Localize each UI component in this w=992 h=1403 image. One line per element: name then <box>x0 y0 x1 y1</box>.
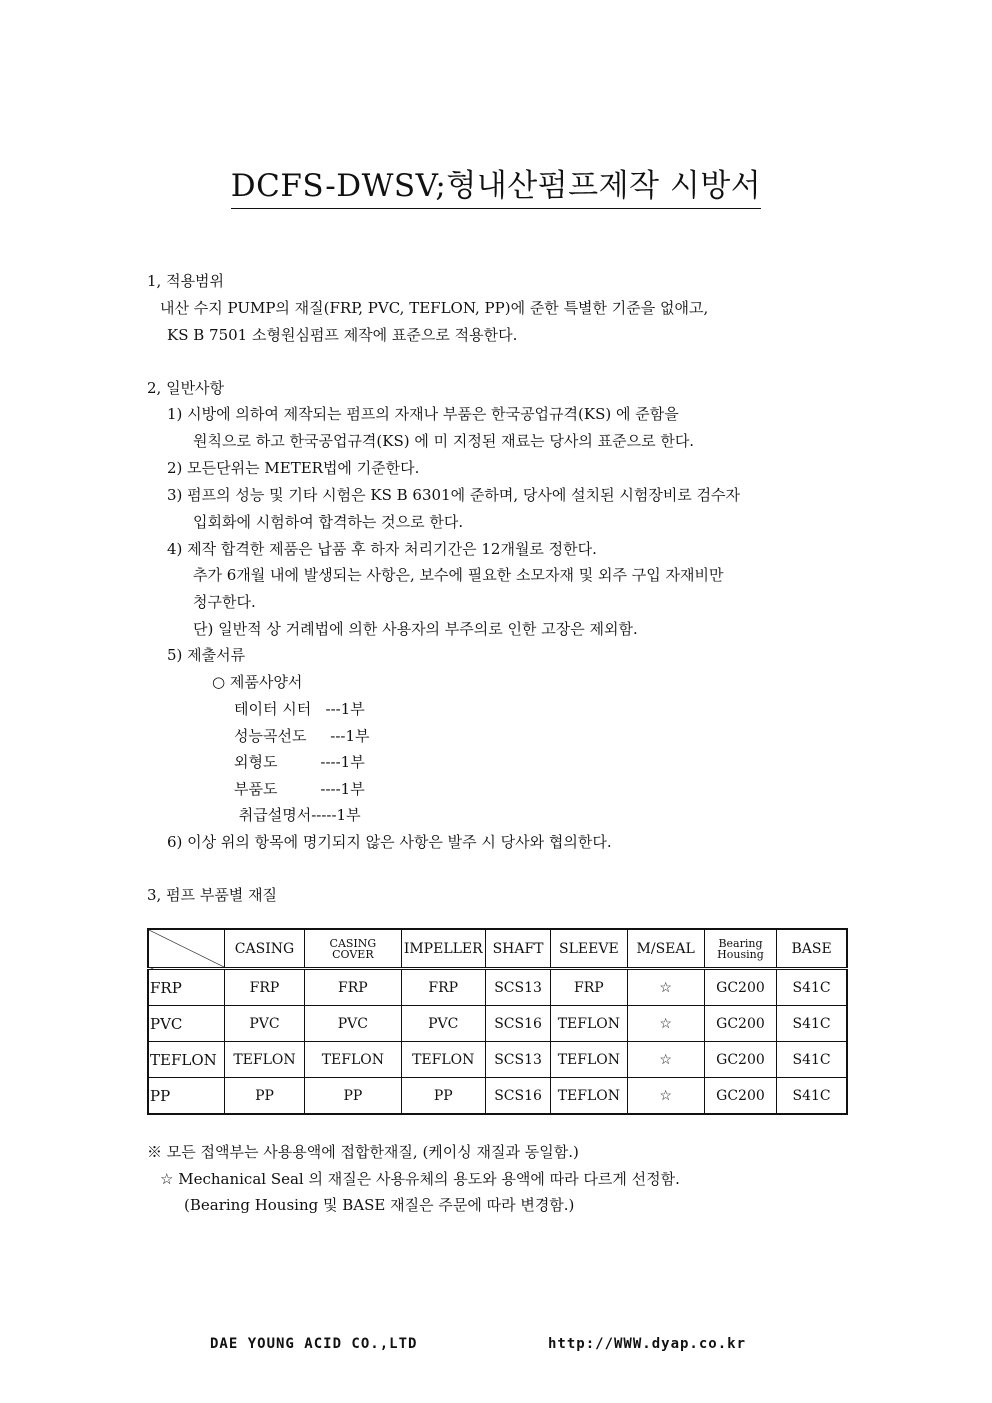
table-cell: TEFLON <box>551 1042 627 1078</box>
header-base: BASE <box>777 929 847 969</box>
materials-table <box>147 928 848 1115</box>
table-row <box>148 1042 847 1078</box>
table-cell: TEFLON <box>401 1042 485 1078</box>
footer-company: DAE YOUNG ACID CO.,LTD <box>210 1336 418 1352</box>
table-cell: SCS16 <box>485 1078 550 1115</box>
table-cell: PVC <box>224 1006 304 1042</box>
table-cell: GC200 <box>704 1042 776 1078</box>
table-cell: TEFLON <box>305 1042 401 1078</box>
header-impeller: IMPELLER <box>401 929 485 969</box>
table-cell: S41C <box>777 1078 847 1115</box>
note-3: (Bearing Housing 및 BASE 재질은 주문에 따라 변경함.) <box>184 1196 575 1214</box>
submittal-doc: 취급설명서-----1부 <box>234 806 361 824</box>
table-cell: TEFLON <box>551 1078 627 1115</box>
table-cell: FRP <box>224 969 304 1006</box>
row-header: PVC <box>148 1006 224 1042</box>
table-row <box>148 1006 847 1042</box>
corner-cell <box>148 929 224 969</box>
item-5: 5) 제출서류 <box>167 646 246 664</box>
table-row <box>148 1078 847 1115</box>
submittal-doc: 부품도 ----1부 <box>234 780 365 798</box>
table-cell: GC200 <box>704 1078 776 1115</box>
item-4-line-4: 단) 일반적 상 거례법에 의한 사용자의 부주의로 인한 고장은 제외함. <box>193 620 638 638</box>
header-sleeve: SLEEVE <box>551 929 627 969</box>
item-1-line-1: 1) 시방에 의하여 제작되는 펌프의 자재나 부품은 한국공업규격(KS) 에 준함을 <box>167 405 679 423</box>
row-header: FRP <box>148 969 224 1006</box>
row-header: PP <box>148 1078 224 1115</box>
header-casing-cover: CASING COVER <box>305 929 401 969</box>
table-cell: FRP <box>551 969 627 1006</box>
table-cell: GC200 <box>704 969 776 1006</box>
table-cell: GC200 <box>704 1006 776 1042</box>
submittal-doc: 성능곡선도 ---1부 <box>234 727 370 745</box>
table-cell: PVC <box>401 1006 485 1042</box>
table-cell: FRP <box>305 969 401 1006</box>
item-4-line-2: 추가 6개월 내에 발생되는 사항은, 보수에 필요한 소모자재 및 외주 구입 자재비만 <box>193 566 724 584</box>
table-cell: SCS13 <box>485 1042 550 1078</box>
header-bearing-housing: Bearing Housing <box>704 929 776 969</box>
item-4-line-3: 청구한다. <box>193 593 256 611</box>
table-cell: PVC <box>305 1006 401 1042</box>
note-1: ※ 모든 접액부는 사용용액에 접합한재질, (케이싱 재질과 동일함.) <box>147 1143 579 1161</box>
table-cell: SCS13 <box>485 969 550 1006</box>
section-1-heading: 1, 적용범위 <box>147 272 225 290</box>
table-cell: PP <box>224 1078 304 1115</box>
star-icon: ☆ <box>627 1042 704 1078</box>
note-2: ☆ Mechanical Seal 의 재질은 사용유체의 용도와 용액에 따라 다르게 선정함. <box>160 1170 680 1188</box>
item-4-line-1: 4) 제작 합격한 제품은 납품 후 하자 처리기간은 12개월로 정한다. <box>167 540 597 558</box>
table-cell: PP <box>305 1078 401 1115</box>
item-6: 6) 이상 위의 항목에 명기되지 않은 사항은 발주 시 당사와 협의한다. <box>167 833 612 851</box>
table-cell: S41C <box>777 1006 847 1042</box>
submittal-doc: 외형도 ----1부 <box>234 753 365 771</box>
table-cell: TEFLON <box>551 1006 627 1042</box>
star-icon: ☆ <box>627 1078 704 1115</box>
item-3-line-1: 3) 펌프의 성능 및 기타 시험은 KS B 6301에 준하며, 당사에 설치된 시험장비로 검수자 <box>167 486 741 504</box>
submittal-doc: 테이터 시터 ---1부 <box>234 700 365 718</box>
header-mseal: M/SEAL <box>627 929 704 969</box>
table-header-row <box>148 929 847 969</box>
table-cell: PP <box>401 1078 485 1115</box>
section-3-heading: 3, 펌프 부품별 재질 <box>147 886 278 904</box>
table-row <box>148 969 847 1006</box>
table-cell: FRP <box>401 969 485 1006</box>
table-cell: SCS16 <box>485 1006 550 1042</box>
submittal-heading: ○ 제품사양서 <box>212 673 303 691</box>
table-cell: TEFLON <box>224 1042 304 1078</box>
section-1-text-line-2: KS B 7501 소형원심펌프 제작에 표준으로 적용한다. <box>167 326 518 344</box>
document-title: DCFS-DWSV;형내산펌프제작 시방서 <box>0 160 992 209</box>
footer-url[interactable]: http://WWW.dyap.co.kr <box>548 1336 747 1352</box>
item-3-line-2: 입회화에 시험하여 합격하는 것으로 한다. <box>193 513 464 531</box>
table-cell: S41C <box>777 1042 847 1078</box>
header-casing: CASING <box>224 929 304 969</box>
table-cell: S41C <box>777 969 847 1006</box>
item-1-line-2: 원칙으로 하고 한국공업규격(KS) 에 미 지정된 재료는 당사의 표준으로 한다. <box>193 432 695 450</box>
section-1-text-line-1: 내산 수지 PUMP의 재질(FRP, PVC, TEFLON, PP)에 준한 특별한 기준을 없애고, <box>160 299 709 317</box>
header-shaft: SHAFT <box>485 929 550 969</box>
item-2: 2) 모든단위는 METER법에 기준한다. <box>167 459 420 477</box>
star-icon: ☆ <box>627 969 704 1006</box>
section-2-heading: 2, 일반사항 <box>147 379 225 397</box>
row-header: TEFLON <box>148 1042 224 1078</box>
star-icon: ☆ <box>627 1006 704 1042</box>
